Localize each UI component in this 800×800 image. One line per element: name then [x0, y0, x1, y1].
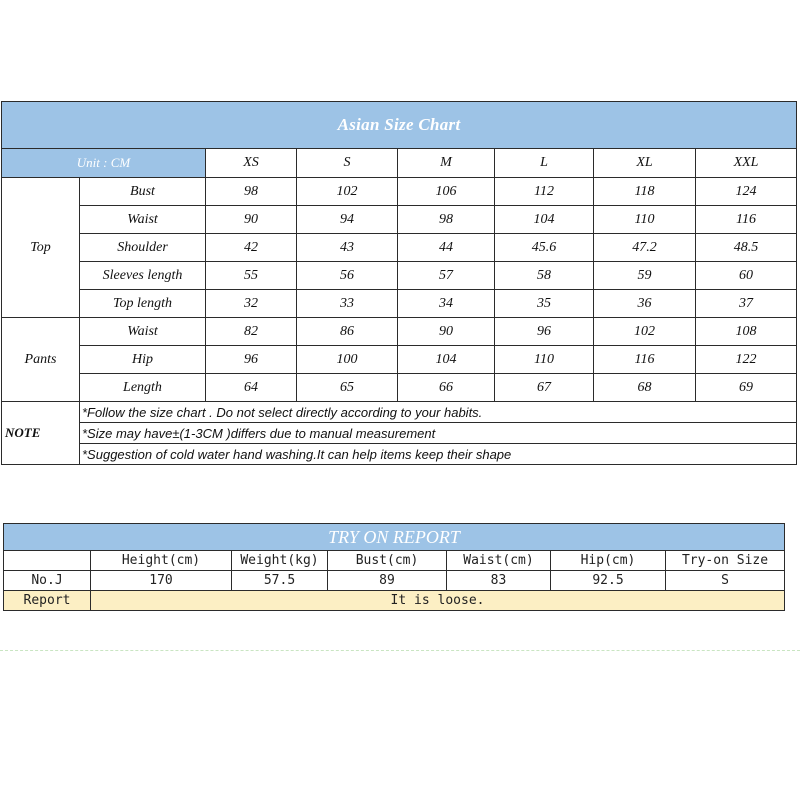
measurement-label: Top length — [80, 290, 206, 318]
try-on-value: 92.5 — [551, 571, 666, 591]
measurement-label: Shoulder — [80, 234, 206, 262]
measurement-value: 112 — [495, 178, 594, 206]
measurement-value: 96 — [206, 346, 297, 374]
try-on-header: Weight(kg) — [232, 551, 328, 571]
size-row — [2, 318, 797, 346]
note-line: *Size may have±(1-3CM )differs due to manual measurement — [80, 423, 797, 444]
size-header-xxl: XXL — [696, 149, 797, 178]
measurement-value: 56 — [297, 262, 398, 290]
measurement-value: 44 — [398, 234, 495, 262]
measurement-value: 47.2 — [594, 234, 696, 262]
measurement-value: 108 — [696, 318, 797, 346]
measurement-value: 68 — [594, 374, 696, 402]
measurement-value: 69 — [696, 374, 797, 402]
size-header-s: S — [297, 149, 398, 178]
try-on-value: 83 — [447, 571, 551, 591]
measurement-value: 118 — [594, 178, 696, 206]
measurement-value: 82 — [206, 318, 297, 346]
measurement-value: 106 — [398, 178, 495, 206]
unit-label: Unit : CM — [2, 149, 206, 178]
measurement-value: 122 — [696, 346, 797, 374]
measurement-label: Sleeves length — [80, 262, 206, 290]
measurement-value: 65 — [297, 374, 398, 402]
note-line: *Follow the size chart . Do not select directly according to your habits. — [80, 402, 797, 423]
measurement-value: 116 — [594, 346, 696, 374]
size-row — [2, 290, 797, 318]
measurement-value: 36 — [594, 290, 696, 318]
try-on-value: S — [666, 571, 785, 591]
measurement-value: 64 — [206, 374, 297, 402]
report-text: It is loose. — [91, 591, 785, 611]
measurement-value: 110 — [594, 206, 696, 234]
measurement-value: 55 — [206, 262, 297, 290]
measurement-value: 57 — [398, 262, 495, 290]
measurement-value: 96 — [495, 318, 594, 346]
measurement-value: 98 — [398, 206, 495, 234]
measurement-value: 59 — [594, 262, 696, 290]
measurement-value: 37 — [696, 290, 797, 318]
size-chart-title: Asian Size Chart — [2, 102, 797, 149]
try-on-header: Try-on Size — [666, 551, 785, 571]
try-on-value: 170 — [91, 571, 232, 591]
measurement-value: 94 — [297, 206, 398, 234]
measurement-value: 116 — [696, 206, 797, 234]
measurement-value: 104 — [398, 346, 495, 374]
size-row — [2, 178, 797, 206]
measurement-value: 90 — [398, 318, 495, 346]
size-row — [2, 374, 797, 402]
measurement-value: 35 — [495, 290, 594, 318]
try-on-row-label: No.J — [4, 571, 91, 591]
size-row — [2, 262, 797, 290]
measurement-value: 102 — [594, 318, 696, 346]
try-on-header — [4, 551, 91, 571]
measurement-value: 104 — [495, 206, 594, 234]
note-label: NOTE — [2, 402, 80, 465]
measurement-label: Hip — [80, 346, 206, 374]
measurement-value: 32 — [206, 290, 297, 318]
size-header-m: M — [398, 149, 495, 178]
size-header-xs: XS — [206, 149, 297, 178]
measurement-value: 86 — [297, 318, 398, 346]
try-on-header: Height(cm) — [91, 551, 232, 571]
size-row — [2, 234, 797, 262]
note-line: *Suggestion of cold water hand washing.It can help items keep their shape — [80, 444, 797, 465]
measurement-value: 98 — [206, 178, 297, 206]
report-label: Report — [4, 591, 91, 611]
measurement-value: 42 — [206, 234, 297, 262]
group-label-pants: Pants — [2, 318, 80, 402]
size-header-l: L — [495, 149, 594, 178]
measurement-value: 43 — [297, 234, 398, 262]
measurement-value: 60 — [696, 262, 797, 290]
measurement-value: 45.6 — [495, 234, 594, 262]
size-row — [2, 206, 797, 234]
measurement-label: Waist — [80, 318, 206, 346]
measurement-value: 102 — [297, 178, 398, 206]
measurement-value: 58 — [495, 262, 594, 290]
measurement-value: 124 — [696, 178, 797, 206]
try-on-value: 89 — [328, 571, 447, 591]
measurement-label: Length — [80, 374, 206, 402]
measurement-label: Bust — [80, 178, 206, 206]
measurement-value: 34 — [398, 290, 495, 318]
try-on-header: Hip(cm) — [551, 551, 666, 571]
group-label-top: Top — [2, 178, 80, 318]
measurement-value: 90 — [206, 206, 297, 234]
size-row — [2, 346, 797, 374]
measurement-value: 100 — [297, 346, 398, 374]
size-chart-table — [1, 101, 797, 465]
measurement-value: 66 — [398, 374, 495, 402]
try-on-title: TRY ON REPORT — [4, 524, 785, 551]
try-on-header: Bust(cm) — [328, 551, 447, 571]
measurement-value: 48.5 — [696, 234, 797, 262]
try-on-header: Waist(cm) — [447, 551, 551, 571]
measurement-value: 110 — [495, 346, 594, 374]
measurement-label: Waist — [80, 206, 206, 234]
page-divider — [0, 650, 800, 651]
measurement-value: 33 — [297, 290, 398, 318]
try-on-value: 57.5 — [232, 571, 328, 591]
measurement-value: 67 — [495, 374, 594, 402]
size-header-xl: XL — [594, 149, 696, 178]
try-on-report-table — [3, 523, 785, 611]
